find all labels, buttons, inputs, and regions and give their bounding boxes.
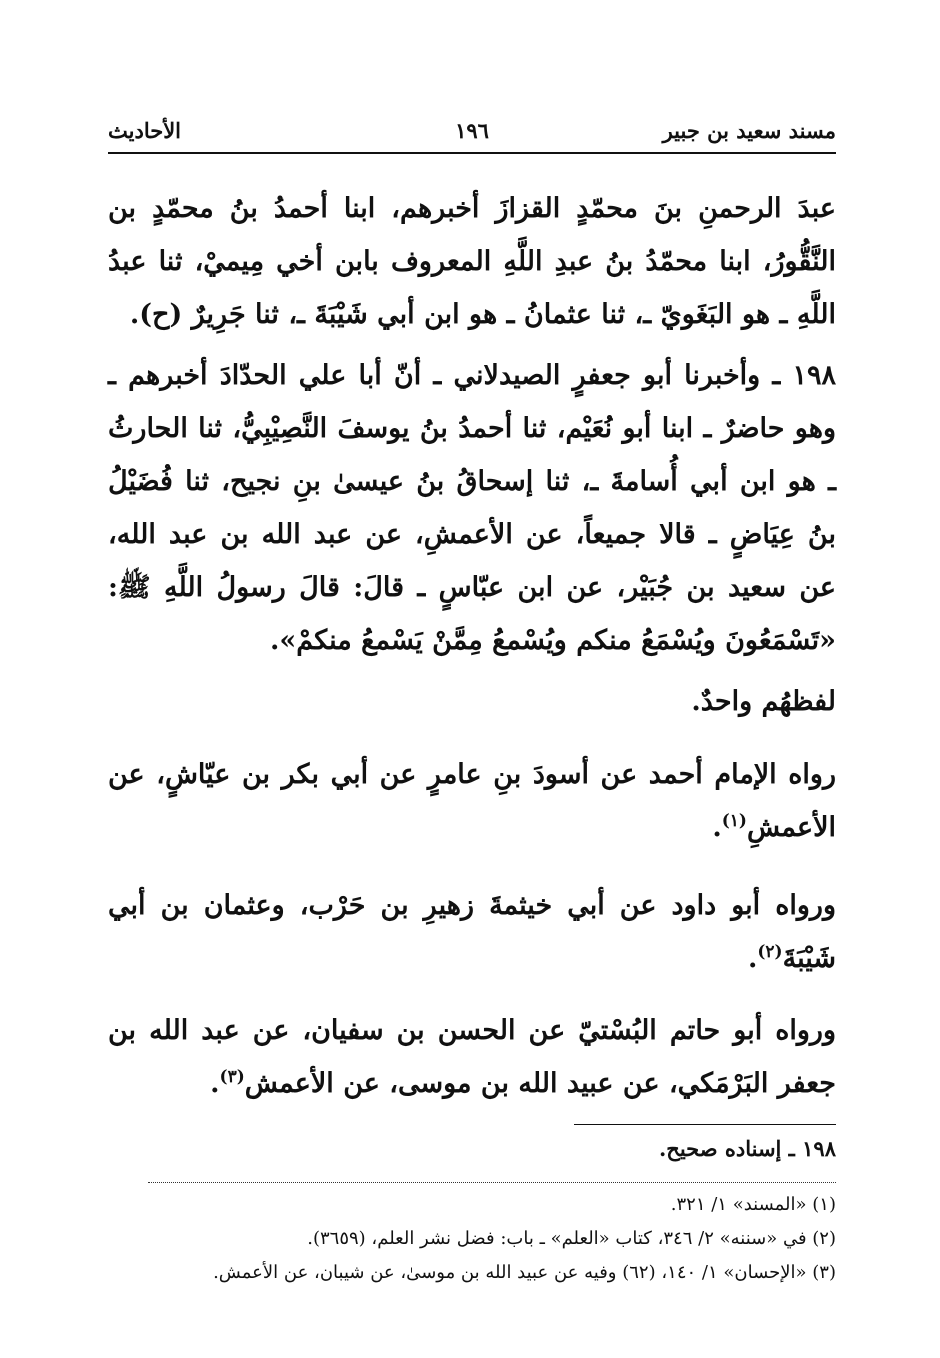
footnotes-dotted-divider [148,1182,836,1183]
running-header [108,118,836,154]
footnote-2: (٢) في «سننه» ٢/ ٣٤٦، كتاب «العلم» ـ باب: فضل نشر العلم، (٣٦٥٩). [307,1228,836,1249]
footnote-ref-2: (٢) [757,942,783,962]
narration-abu-dawud-period: . [747,943,758,974]
footnote-ref-3: (٣) [219,1067,245,1087]
header-divider [108,152,836,154]
narration-abu-hatim-period: . [210,1068,220,1099]
hadith-chain-paragraph: عبدَ الرحمنِ بنَ محمّدٍ القزازَ أخبرهم، ابنا أحمدُ بنُ محمّدٍ بن النَّقُّورُ، ابنا محمّدُ بنُ عبدِ اللَّهِ المعروف بابن أخي مِيميْ، ثنا عبدُ اللَّهِ ـ هو البَغَويّ ـ، ثنا عثمانُ ـ هو ابن أبي شَيْبَةَ ـ، ثنا جَرِيرٌ (ح). [108,193,836,330]
narration-ahmad-text: رواه الإمام أحمد عن أسودَ بنِ عامرٍ عن أبي بكر بن عيّاشٍ، عن الأعمشِ [108,759,836,843]
narration-abu-hatim-text: ورواه أبو حاتم البُسْتيّ عن الحسن بن سفيان، عن عبد الله بن جعفر البَرْمَكي، عن عبيد الله بن موسى، عن الأعمش [108,1015,836,1099]
notes-divider [574,1124,836,1125]
narration-ahmad [108,748,836,854]
narration-ahmad-period: . [712,812,722,843]
page-number: ١٩٦ [455,118,489,143]
section-title: الأحاديث [108,118,182,143]
footnote-3: (٣) «الإحسان» ١/ ١٤٠، (٦٢) وفيه عن عبيد الله بن موسىٰ، عن شيبان، عن الأعمش. [213,1262,836,1283]
narration-abu-dawud [108,879,836,985]
book-title: مسند سعيد بن جبير [662,118,836,143]
wording-note: لفظهُم واحدٌ. [691,686,836,717]
footnote-1: (١) «المسند» ١/ ٣٢١. [670,1194,836,1215]
narration-abu-hatim [108,1004,836,1110]
hadith-198-paragraph: ١٩٨ ـ وأخبرنا أبو جعفرٍ الصيدلاني ـ أنّ أبا علي الحدّادَ أخبرهم ـ وهو حاضرٌ ـ ابنا أبو نُعَيْم، ثنا أحمدُ بنُ يوسفَ النَّصِيْبِيُّ، ثنا الحارثُ ـ هو ابن أبي أُسامةَ ـ، ثنا إسحاقُ بنُ عيسىٰ بنِ نجيح، ثنا فُضَيْلُ بنُ عِيَاضٍ ـ قالا جميعاً، عن الأعمشِ، عن عبد الله بن عبد الله، عن سعيد بن جُبَيْر، عن ابن عبّاسٍ ـ قالَ: قالَ رسولُ اللَّهِ ﷺ: «تَسْمَعُونَ ويُسْمَعُ منكم ويُسْمعُ مِمَّنْ يَسْمعُ منكمْ». [108,360,836,656]
narration-abu-dawud-text: ورواه أبو داود عن أبي خيثمةَ زهيرِ بن حَرْب، وعثمان بن أبي شَيْبَةَ [108,890,836,974]
footnote-ref-1: (١) [721,811,747,831]
isnad-grading: ١٩٨ ـ إسناده صحيح. [658,1136,836,1161]
